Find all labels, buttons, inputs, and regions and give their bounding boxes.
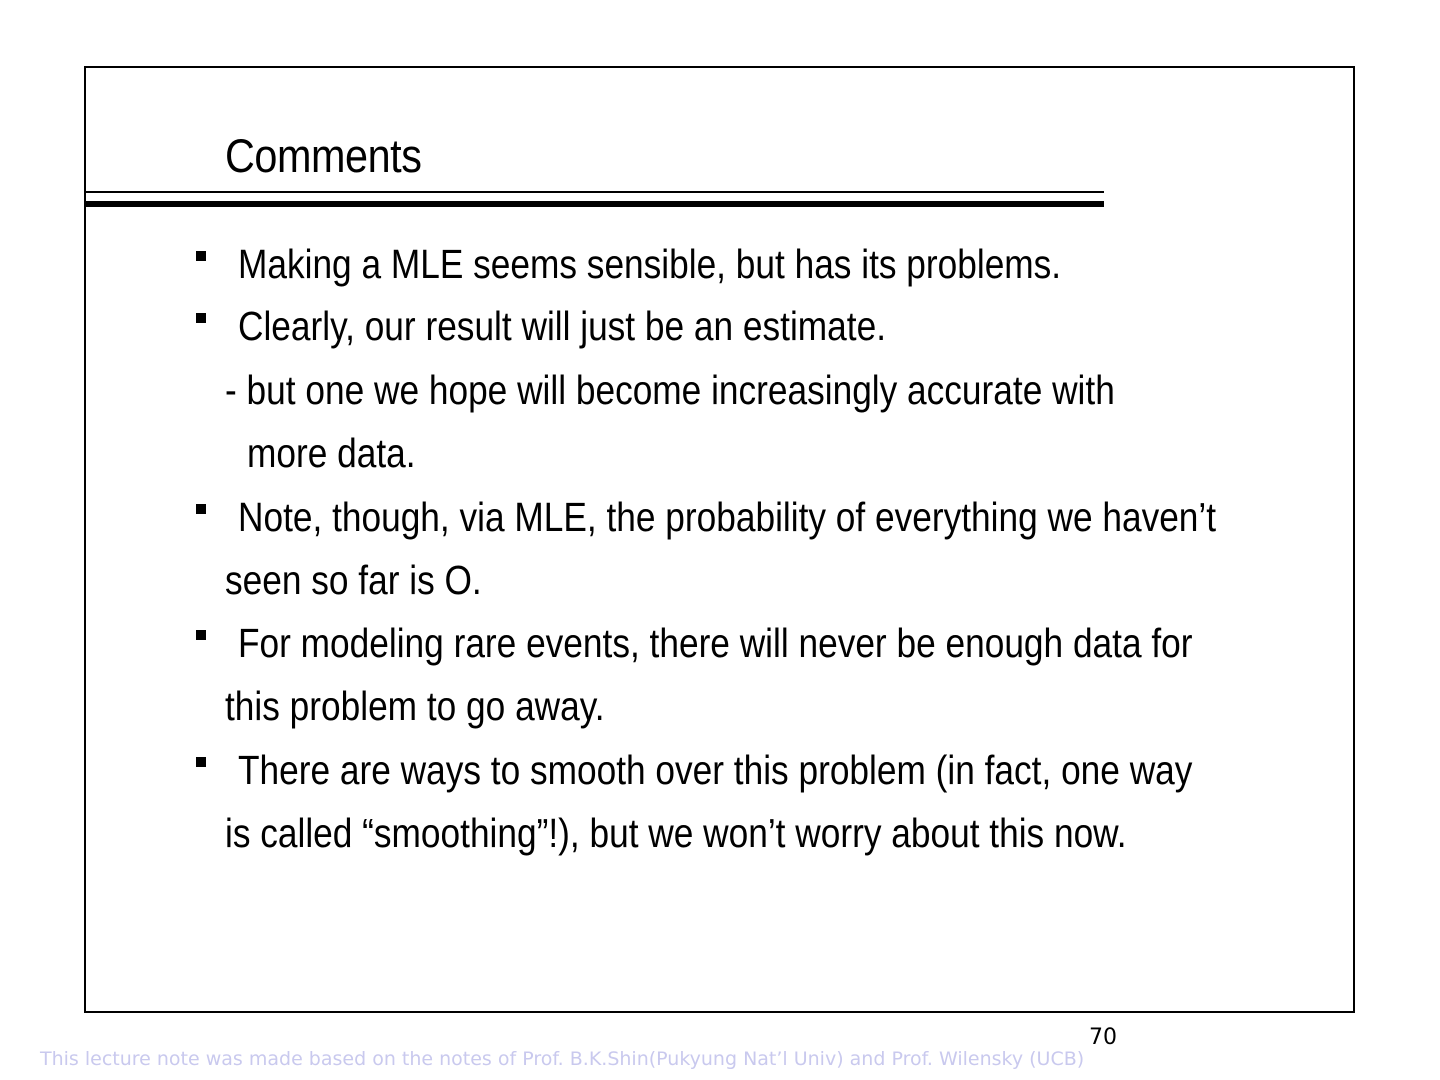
title-rule-thin bbox=[84, 191, 1104, 193]
sub-line-1: - but one we hope will become increasingly accurate with bbox=[225, 367, 1115, 413]
bullet-line-5: There are ways to smooth over this problem (in fact, one way bbox=[238, 747, 1193, 793]
square-bullet-icon bbox=[196, 757, 206, 767]
bullet-line-3: Note, though, via MLE, the probability of everything we haven’t bbox=[238, 494, 1217, 540]
footer-note: This lecture note was made based on the notes of Prof. B.K.Shin(Pukyung Nat’l Univ) and Prof. Wilensky (UCB) bbox=[40, 1048, 1085, 1070]
square-bullet-icon bbox=[196, 504, 206, 514]
square-bullet-icon bbox=[196, 251, 206, 261]
square-bullet-icon bbox=[196, 313, 206, 323]
bullet-line-2: Clearly, our result will just be an estimate. bbox=[238, 303, 886, 349]
bullet-line-4-cont: this problem to go away. bbox=[225, 683, 605, 729]
bullet-line-3-cont: seen so far is O. bbox=[225, 557, 482, 603]
bullet-line-1: Making a MLE seems sensible, but has its problems. bbox=[238, 241, 1062, 287]
square-bullet-icon bbox=[196, 630, 206, 640]
page-number: 70 bbox=[1089, 1025, 1117, 1050]
title-rule-thick bbox=[84, 201, 1104, 207]
slide-title: Comments bbox=[225, 129, 422, 182]
bullet-line-4: For modeling rare events, there will never be enough data for bbox=[238, 620, 1193, 666]
bullet-line-5-cont: is called “smoothing”!), but we won’t worry about this now. bbox=[225, 810, 1127, 856]
sub-line-2: more data. bbox=[247, 430, 416, 476]
